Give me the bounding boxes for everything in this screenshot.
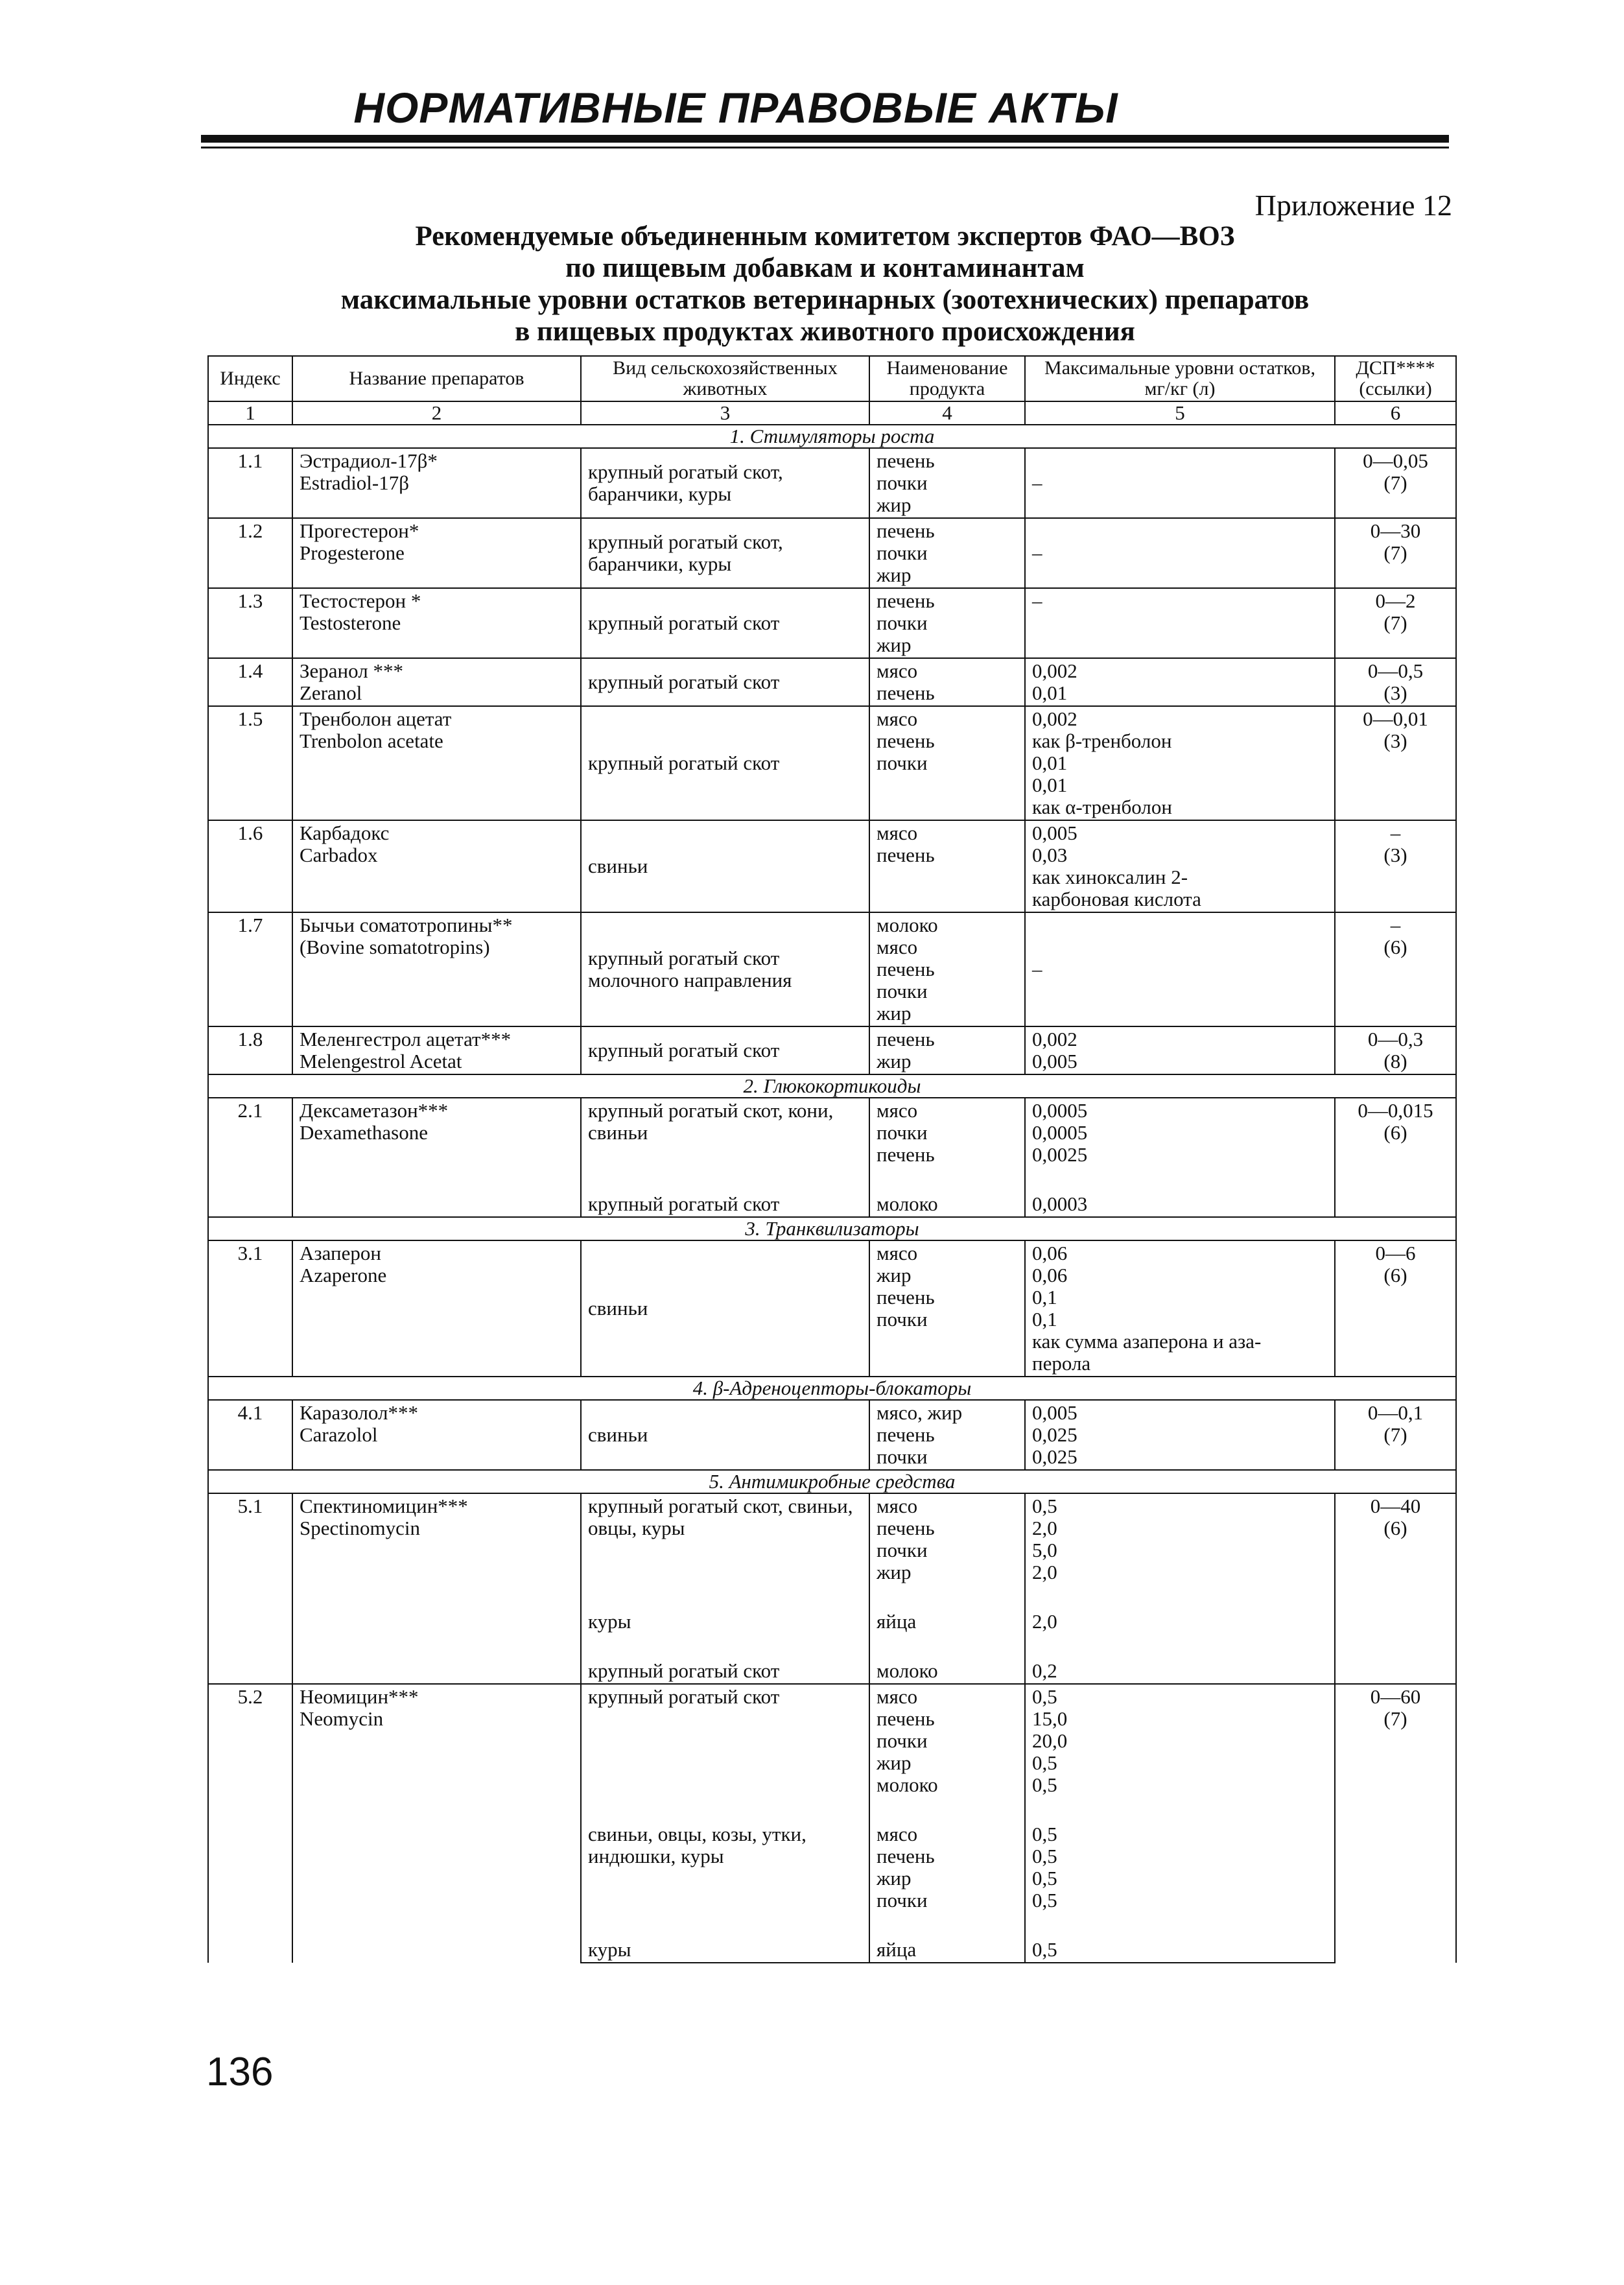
drug-name-ru: Каразолол*** <box>300 1401 418 1424</box>
product: почки <box>877 1889 928 1912</box>
drug-name-ru: Тренболон ацетат <box>300 707 452 730</box>
animal-species: куры <box>581 1913 869 1963</box>
adi-reference: (8) <box>1383 1050 1407 1072</box>
animal-species: крупный рогатый скот <box>581 1167 869 1217</box>
levels-cell <box>1025 1684 1335 1797</box>
drug-name-ru: Меленгестрол ацетат*** <box>300 1028 512 1050</box>
drug-name-ru: Прогестерон* <box>300 519 419 542</box>
products-cell <box>869 588 1025 658</box>
product: мясо <box>877 1099 918 1122</box>
product: печень <box>877 1845 935 1867</box>
animal-species: свиньи <box>581 1240 869 1377</box>
product: почки <box>877 1445 928 1468</box>
drug-name-ru: Зеранол *** <box>300 659 403 682</box>
adi-cell <box>1335 588 1456 658</box>
adi-cell <box>1335 1026 1456 1074</box>
row-index: 5.1 <box>208 1493 292 1684</box>
column-number: 5 <box>1025 401 1335 425</box>
residue-level: – <box>1025 518 1335 588</box>
title-line: по пищевым добавкам и контаминантам <box>565 253 1085 283</box>
adi-reference: (7) <box>1383 1707 1407 1730</box>
residue-level: 0,06 <box>1032 1264 1068 1286</box>
adi-value: 0—0,01 <box>1363 707 1428 730</box>
product: печень <box>877 1707 935 1730</box>
products-cell <box>869 1026 1025 1074</box>
product: печень <box>877 1423 935 1446</box>
section-heading: 1. Стимуляторы роста <box>208 425 1456 448</box>
column-header: Индекс <box>208 356 292 401</box>
products-cell <box>869 1240 1025 1377</box>
residue-level: 0,5 <box>1032 1685 1057 1708</box>
residue-level: 0,5 <box>1032 1867 1057 1889</box>
column-header: Наименование продукта <box>869 356 1025 401</box>
page-number: 136 <box>206 2050 274 2094</box>
drug-name-cell <box>292 1026 581 1074</box>
row-index: 1.2 <box>208 518 292 588</box>
product: почки <box>877 611 928 634</box>
adi-reference: (7) <box>1383 1423 1407 1446</box>
residue-level: 0,03 <box>1032 844 1068 866</box>
row-index: 5.2 <box>208 1684 292 1963</box>
product: мясо <box>877 707 918 730</box>
drug-name-cell <box>292 448 581 518</box>
adi-reference: (7) <box>1383 471 1407 494</box>
column-number-row <box>208 401 1456 425</box>
appendix-label: Приложение 12 <box>1254 189 1452 222</box>
drug-name-en: Carazolol <box>300 1423 378 1446</box>
residue-level: 2,0 <box>1025 1585 1335 1634</box>
adi-reference: (6) <box>1383 936 1407 958</box>
drug-name-cell <box>292 1493 581 1684</box>
drug-name-en: (Bovine somatotropins) <box>300 936 490 958</box>
products-cell <box>869 1684 1025 1797</box>
levels-cell <box>1025 1098 1335 1167</box>
column-header: ДСП**** (ссылки) <box>1335 356 1456 401</box>
drug-name-ru: Азаперон <box>300 1242 381 1264</box>
adi-value: 0—0,05 <box>1363 449 1428 472</box>
animal-species: крупный рогатый скот <box>581 1684 869 1797</box>
animal-species: свиньи <box>581 820 869 912</box>
residue-level: 0,002 <box>1032 707 1077 730</box>
residue-level-note: перола <box>1032 1352 1091 1375</box>
residue-level: 0,01 <box>1032 774 1068 796</box>
animal-species: крупный рогатый скот <box>581 588 869 658</box>
products-cell <box>869 518 1025 588</box>
drug-name-cell <box>292 1684 581 1963</box>
product: почки <box>877 1539 928 1561</box>
product: мясо <box>877 1242 918 1264</box>
drug-name-cell <box>292 1098 581 1217</box>
residue-level: 0,06 <box>1032 1242 1068 1264</box>
residue-level: 2,0 <box>1032 1561 1057 1583</box>
column-number: 2 <box>292 401 581 425</box>
adi-cell <box>1335 1098 1456 1217</box>
table-row <box>208 658 1456 706</box>
residue-level: 0,005 <box>1032 1401 1077 1424</box>
products-cell <box>869 1098 1025 1167</box>
levels-cell <box>1025 820 1335 912</box>
residue-level-note: карбоновая кислота <box>1032 888 1201 910</box>
drug-name-cell <box>292 658 581 706</box>
residue-level: 0,0005 <box>1032 1099 1088 1122</box>
product: жир <box>877 1561 912 1583</box>
column-header: Максимальные уровни остатков, мг/кг (л) <box>1025 356 1335 401</box>
title-line: в пищевых продуктах животного происхождения <box>515 316 1135 347</box>
table-row <box>208 1240 1456 1377</box>
section-heading-row <box>208 425 1456 448</box>
product: мясо <box>877 1495 918 1517</box>
drug-name-cell <box>292 588 581 658</box>
table-row <box>208 1493 1456 1585</box>
product: мясо, жир <box>877 1401 963 1424</box>
adi-reference: (3) <box>1383 844 1407 866</box>
product: жир <box>877 1050 912 1072</box>
adi-cell <box>1335 1684 1456 1963</box>
animal-species: крупный рогатый скот <box>581 658 869 706</box>
adi-value: – <box>1390 914 1401 936</box>
levels-cell <box>1025 1797 1335 1913</box>
animal-species: крупный рогатый скот, баранчики, куры <box>581 448 869 518</box>
adi-cell <box>1335 1400 1456 1470</box>
row-index: 2.1 <box>208 1098 292 1217</box>
residue-level: 0,1 <box>1032 1286 1057 1308</box>
drug-name-en: Testosterone <box>300 611 401 634</box>
drug-name-en: Spectinomycin <box>300 1517 420 1539</box>
adi-cell <box>1335 820 1456 912</box>
section-heading-row <box>208 1470 1456 1493</box>
column-number: 4 <box>869 401 1025 425</box>
header-rule-thin <box>201 147 1449 148</box>
residue-level-note: как β-тренболон <box>1032 729 1172 752</box>
adi-value: – <box>1390 822 1401 844</box>
residue-level: 0,005 <box>1032 822 1077 844</box>
product: печень <box>877 1143 935 1166</box>
product: мясо <box>877 822 918 844</box>
drug-name-ru: Эстрадиол-17β* <box>300 449 438 472</box>
drug-name-cell <box>292 1240 581 1377</box>
section-heading-row <box>208 1377 1456 1400</box>
row-index: 1.4 <box>208 658 292 706</box>
section-heading-row <box>208 1074 1456 1098</box>
animal-species: крупный рогатый скот, свиньи, овцы, куры <box>581 1493 869 1585</box>
product: почки <box>877 1121 928 1144</box>
residue-level: – <box>1025 588 1335 658</box>
levels-cell <box>1025 1240 1335 1377</box>
adi-cell <box>1335 706 1456 820</box>
products-cell <box>869 820 1025 912</box>
adi-value: 0—40 <box>1370 1495 1421 1517</box>
animal-species: крупный рогатый скот, баранчики, куры <box>581 518 869 588</box>
residue-level: 0,5 <box>1032 1889 1057 1912</box>
drug-name-cell <box>292 706 581 820</box>
product: почки <box>877 1729 928 1752</box>
residue-level: 0,002 <box>1032 1028 1077 1050</box>
residue-level: 0,025 <box>1032 1445 1077 1468</box>
product: почки <box>877 471 928 494</box>
animal-species: свиньи <box>581 1400 869 1470</box>
product: молоко <box>869 1634 1025 1684</box>
adi-cell <box>1335 448 1456 518</box>
residue-level: 0,002 <box>1032 659 1077 682</box>
title-line: максимальные уровни остатков ветеринарных (зоотехнических) препаратов <box>340 285 1310 315</box>
row-index: 4.1 <box>208 1400 292 1470</box>
products-cell <box>869 1797 1025 1913</box>
adi-value: 0—0,015 <box>1358 1099 1433 1122</box>
residue-level: 0,01 <box>1032 681 1068 704</box>
drug-name-en: Carbadox <box>300 844 378 866</box>
adi-value: 0—0,1 <box>1367 1401 1424 1424</box>
residue-level: 0,0005 <box>1032 1121 1088 1144</box>
residue-level: 0,5 <box>1032 1773 1057 1796</box>
title-line: Рекомендуемые объединенным комитетом экспертов ФАО—ВОЗ <box>415 221 1235 252</box>
residue-level: 0,005 <box>1032 1050 1077 1072</box>
adi-reference: (6) <box>1383 1264 1407 1286</box>
table-row <box>208 1026 1456 1074</box>
row-index: 1.1 <box>208 448 292 518</box>
drug-name-ru: Тестостерон * <box>300 589 421 612</box>
adi-reference: (7) <box>1383 541 1407 564</box>
row-index: 1.5 <box>208 706 292 820</box>
product: жир <box>877 1751 912 1774</box>
drug-name-ru: Спектиномицин*** <box>300 1495 468 1517</box>
row-index: 1.3 <box>208 588 292 658</box>
residue-level: 15,0 <box>1032 1707 1068 1730</box>
adi-value: 0—2 <box>1375 589 1416 612</box>
section-heading: 4. β-Адреноцепторы-блокаторы <box>208 1377 1456 1400</box>
residue-level: 0,5 <box>1032 1823 1057 1845</box>
table-row <box>208 912 1456 1026</box>
residue-level: 0,5 <box>1032 1751 1057 1774</box>
adi-reference: (6) <box>1383 1121 1407 1144</box>
document-title <box>201 220 1449 348</box>
animal-species: свиньи, овцы, козы, утки, индюшки, куры <box>581 1797 869 1913</box>
drug-name-en: Dexamethasone <box>300 1121 428 1144</box>
residue-level-note: как хиноксалин 2- <box>1032 866 1188 888</box>
products-cell <box>869 706 1025 820</box>
product: печень <box>877 729 935 752</box>
residue-level: 0,025 <box>1032 1423 1077 1446</box>
animal-species: крупный рогатый скот <box>581 1634 869 1684</box>
table-row <box>208 1684 1456 1797</box>
animal-species: крупный рогатый скот <box>581 706 869 820</box>
product: жир <box>877 1867 912 1889</box>
product: жир <box>877 1002 912 1024</box>
residue-level: 0,0025 <box>1032 1143 1088 1166</box>
column-header: Название препаратов <box>292 356 581 401</box>
residue-level: 20,0 <box>1032 1729 1068 1752</box>
product: почки <box>877 752 928 774</box>
section-heading: 5. Антимикробные средства <box>208 1470 1456 1493</box>
column-number: 1 <box>208 401 292 425</box>
residue-level: 0,5 <box>1032 1845 1057 1867</box>
product: мясо <box>877 936 918 958</box>
drug-name-en: Azaperone <box>300 1264 387 1286</box>
adi-value: 0—6 <box>1375 1242 1416 1264</box>
product: печень <box>877 589 935 612</box>
row-index: 1.6 <box>208 820 292 912</box>
product: печень <box>877 1028 935 1050</box>
product: мясо <box>877 1823 918 1845</box>
product: почки <box>877 541 928 564</box>
row-index: 1.7 <box>208 912 292 1026</box>
adi-value: 0—60 <box>1370 1685 1421 1708</box>
product: печень <box>877 519 935 542</box>
residue-level: – <box>1025 448 1335 518</box>
product: жир <box>877 633 912 656</box>
product: яйца <box>869 1913 1025 1963</box>
header-rule-thick <box>201 135 1449 143</box>
section-heading: 2. Глюкокортикоиды <box>208 1074 1456 1098</box>
running-header: НОРМАТИВНЫЕ ПРАВОВЫЕ АКТЫ <box>353 84 1118 132</box>
drug-name-ru: Бычьи соматотропины** <box>300 914 513 936</box>
product: молоко <box>877 914 938 936</box>
residue-level-note: как сумма азаперона и аза- <box>1032 1330 1262 1353</box>
levels-cell <box>1025 1026 1335 1074</box>
residue-level: 0,1 <box>1032 1308 1057 1331</box>
product: печень <box>877 958 935 980</box>
table-row <box>208 518 1456 588</box>
adi-value: 0—0,3 <box>1367 1028 1424 1050</box>
drug-name-en: Progesterone <box>300 541 405 564</box>
residue-level: 5,0 <box>1032 1539 1057 1561</box>
adi-value: 0—0,5 <box>1367 659 1424 682</box>
residue-level: 0,5 <box>1025 1913 1335 1963</box>
table-row <box>208 706 1456 820</box>
section-heading: 3. Транквилизаторы <box>208 1217 1456 1240</box>
drug-name-en: Trenbolon acetate <box>300 729 443 752</box>
levels-cell <box>1025 1493 1335 1585</box>
product: печень <box>877 1517 935 1539</box>
drug-name-ru: Карбадокс <box>300 822 390 844</box>
residue-limits-table <box>207 355 1457 1963</box>
residue-level: 2,0 <box>1032 1517 1057 1539</box>
column-number: 6 <box>1335 401 1456 425</box>
products-cell <box>869 1493 1025 1585</box>
product: почки <box>877 1308 928 1331</box>
product: жир <box>877 563 912 586</box>
residue-level: 0,01 <box>1032 752 1068 774</box>
product: печень <box>877 1286 935 1308</box>
product: печень <box>877 844 935 866</box>
column-header: Вид сельскохозяйственных животных <box>581 356 869 401</box>
product: печень <box>877 449 935 472</box>
drug-name-cell <box>292 820 581 912</box>
drug-name-en: Zeranol <box>300 681 362 704</box>
residue-level: 0,2 <box>1025 1634 1335 1684</box>
drug-name-cell <box>292 518 581 588</box>
residue-level: 0,0003 <box>1025 1167 1335 1217</box>
drug-name-en: Neomycin <box>300 1707 384 1730</box>
animal-species: крупный рогатый скот, кони, свиньи <box>581 1098 869 1167</box>
residue-level: – <box>1025 912 1335 1026</box>
product: жир <box>877 1264 912 1286</box>
table-row <box>208 1098 1456 1167</box>
product: мясо <box>877 1685 918 1708</box>
animal-species: крупный рогатый скот <box>581 1026 869 1074</box>
column-number: 3 <box>581 401 869 425</box>
row-index: 1.8 <box>208 1026 292 1074</box>
drug-name-en: Estradiol-17β <box>300 471 410 494</box>
drug-name-en: Melengestrol Acetat <box>300 1050 462 1072</box>
adi-reference: (3) <box>1383 729 1407 752</box>
row-index: 3.1 <box>208 1240 292 1377</box>
products-cell <box>869 658 1025 706</box>
adi-cell <box>1335 1493 1456 1684</box>
residue-level: 0,5 <box>1032 1495 1057 1517</box>
animal-species: крупный рогатый скот молочного направления <box>581 912 869 1026</box>
adi-cell <box>1335 912 1456 1026</box>
adi-cell <box>1335 1240 1456 1377</box>
adi-reference: (6) <box>1383 1517 1407 1539</box>
adi-cell <box>1335 658 1456 706</box>
products-cell <box>869 448 1025 518</box>
products-cell <box>869 1400 1025 1470</box>
product: яйца <box>869 1585 1025 1634</box>
levels-cell <box>1025 1400 1335 1470</box>
product: молоко <box>869 1167 1025 1217</box>
adi-reference: (3) <box>1383 681 1407 704</box>
table-row <box>208 588 1456 658</box>
animal-species: куры <box>581 1585 869 1634</box>
adi-cell <box>1335 518 1456 588</box>
drug-name-cell <box>292 1400 581 1470</box>
product: жир <box>877 493 912 516</box>
products-cell <box>869 912 1025 1026</box>
levels-cell <box>1025 658 1335 706</box>
drug-name-ru: Неомицин*** <box>300 1685 419 1708</box>
product: почки <box>877 980 928 1002</box>
product: мясо <box>877 659 918 682</box>
adi-value: 0—30 <box>1370 519 1421 542</box>
adi-reference: (7) <box>1383 611 1407 634</box>
levels-cell <box>1025 706 1335 820</box>
section-heading-row <box>208 1217 1456 1240</box>
drug-name-ru: Дексаметазон*** <box>300 1099 449 1122</box>
table-header-row <box>208 356 1456 401</box>
drug-name-cell <box>292 912 581 1026</box>
product: молоко <box>877 1773 938 1796</box>
table-row <box>208 448 1456 518</box>
table-row <box>208 820 1456 912</box>
product: печень <box>877 681 935 704</box>
residue-level-note: как α-тренболон <box>1032 796 1172 818</box>
table-row <box>208 1400 1456 1470</box>
